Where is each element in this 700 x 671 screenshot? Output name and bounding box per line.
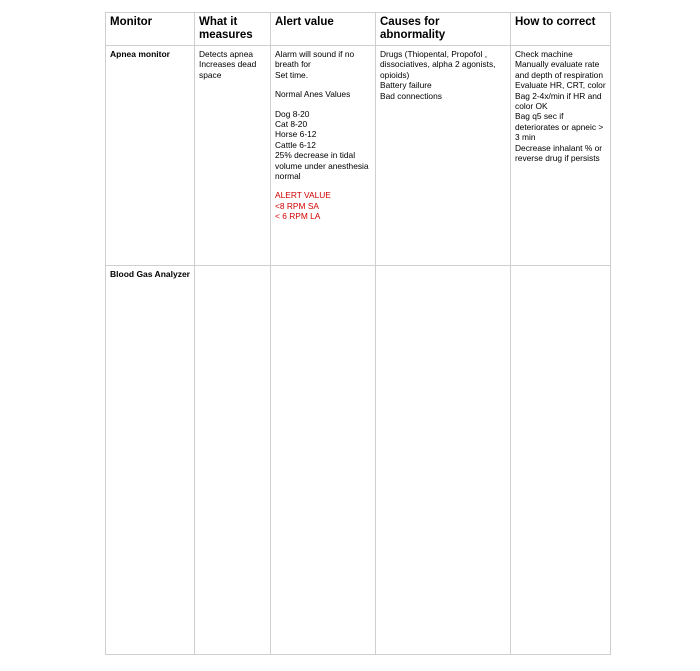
- correct-line: Decrease inhalant % or reverse drug if persists: [515, 142, 605, 164]
- correct-line: Evaluate HR, CRT, color: [515, 80, 606, 91]
- correct-line: Bag q5 sec if deteriorates or apneic > 3 min: [515, 111, 606, 143]
- empty-cell: [376, 266, 511, 655]
- header-causes: Causes for abnormality: [376, 13, 511, 46]
- header-row: [106, 13, 611, 46]
- header-what-it-measures: What it measures: [195, 13, 271, 46]
- cause-line: Bad connections: [380, 90, 442, 101]
- normal-value: Dog 8-20: [275, 108, 310, 119]
- normal-value: Cattle 6-12: [275, 139, 316, 150]
- alert-value-heading: ALERT VALUE: [275, 190, 331, 201]
- measures-line: Detects apnea: [199, 49, 254, 59]
- empty-cell: [511, 266, 611, 655]
- cause-line: Drugs (Thiopental, Propofol , dissociatives, alpha 2 agonists, opioids): [380, 49, 498, 80]
- alert-value: < 6 RPM LA: [275, 211, 321, 222]
- normal-values-heading: Normal Anes Values: [275, 89, 351, 100]
- normal-value: Horse 6-12: [275, 129, 317, 140]
- correct-line: Bag 2-4x/min if HR and color OK: [515, 90, 604, 112]
- empty-cell: [271, 266, 376, 655]
- normal-value: Cat 8-20: [275, 119, 308, 130]
- correct-cell: [511, 46, 611, 266]
- table-row: [106, 266, 611, 655]
- measures-line: Increases dead space: [199, 59, 259, 80]
- correct-line: Check machine: [515, 49, 573, 59]
- normal-value: 25% decrease in tidal volume under anesthesia normal: [275, 150, 371, 182]
- header-how-to-correct: How to correct: [511, 13, 611, 46]
- row-monitor-name: Blood Gas Analyzer: [106, 266, 195, 655]
- header-alert-value: Alert value: [271, 13, 376, 46]
- causes-cell: [376, 46, 511, 266]
- alert-intro-line: Alarm will sound if no breath for: [275, 49, 357, 70]
- cause-line: Battery failure: [380, 80, 432, 91]
- header-monitor: Monitor: [106, 13, 195, 46]
- row-monitor-name: Apnea monitor: [106, 46, 195, 266]
- alert-value: <8 RPM SA: [275, 200, 319, 211]
- monitoring-table: [105, 12, 611, 655]
- table-row: [106, 46, 611, 266]
- alert-intro-line: Set time.: [275, 69, 309, 80]
- measures-cell: [195, 46, 271, 266]
- empty-cell: [195, 266, 271, 655]
- correct-line: Manually evaluate rate and depth of respiration: [515, 59, 603, 80]
- alert-cell: [271, 46, 376, 266]
